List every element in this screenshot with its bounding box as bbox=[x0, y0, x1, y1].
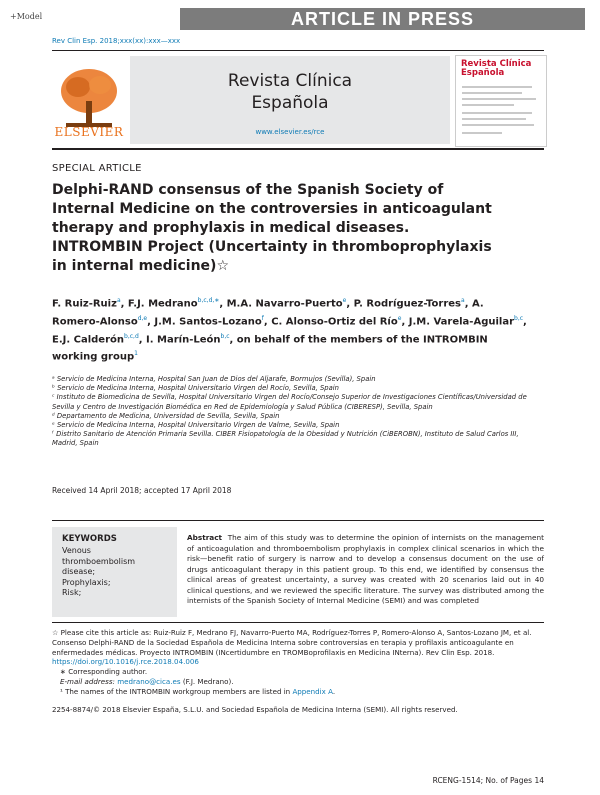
author-affiliation-marker[interactable]: b,c,d bbox=[124, 332, 139, 340]
author-affiliation-marker[interactable]: e bbox=[342, 297, 347, 304]
author-name: J.M. Santos-Lozano bbox=[154, 316, 262, 328]
affiliation-item: ᵈ Departamento de Medicina, Universidad de Sevilla, Sevilla, Spain bbox=[52, 411, 280, 420]
author-separator: , bbox=[147, 316, 155, 328]
keyword-item: Risk; bbox=[62, 588, 82, 597]
author-name: A. Romero-Alonso bbox=[52, 298, 484, 328]
keywords-list bbox=[62, 546, 135, 599]
abstract-text bbox=[187, 533, 544, 607]
page-count-footer: RCENG-1514; No. of Pages 14 bbox=[432, 776, 544, 785]
author-name: P. Rodríguez-Torres bbox=[353, 298, 462, 310]
received-dates: Received 14 April 2018; accepted 17 April 2018 bbox=[52, 486, 232, 495]
author-name: M.A. Navarro-Puerto bbox=[226, 298, 343, 310]
author-affiliation-marker[interactable]: f bbox=[261, 314, 264, 322]
email-link[interactable]: medrano@cica.es bbox=[117, 676, 181, 686]
journal-title: Revista Clínica Española bbox=[227, 71, 353, 113]
publisher-logo-text: ELSEVIER bbox=[54, 125, 124, 139]
keyword-item: Venous bbox=[62, 546, 91, 555]
author-name: E.J. Calderón bbox=[52, 333, 125, 345]
citation-footnote: ☆ Please cite this article as: Ruiz-Ruiz F, Medrano FJ, Navarro-Puerto MA, Rodríguez-Torres P, Romero-Alonso A, Santos-Lozano JM, et al. Consenso Delphi-RAND de la Sociedad Española de Medicina Interna sobre controversias en terapia y profilaxis anticoagulante en enfermedades médicas. Proyecto INTROMBIN (INcertidumbre en TROMBoprofilaxis en Medicina INterna). Rev Clin Esp. 2018. https://doi.org/10.1016/j.rce.2018.04.006 bbox=[52, 628, 532, 667]
author-affiliation-marker[interactable]: d,e bbox=[137, 314, 148, 322]
keyword-item: Prophylaxis; bbox=[62, 577, 111, 587]
author-affiliation-marker[interactable]: a bbox=[116, 297, 121, 304]
article-in-press-banner: ARTICLE IN PRESS bbox=[180, 8, 585, 30]
author-separator: , bbox=[523, 316, 527, 328]
abstract-rule bbox=[52, 520, 544, 521]
model-tag: +Model bbox=[10, 12, 43, 21]
author-separator: , bbox=[346, 298, 354, 310]
cover-title: Revista Clínica Española bbox=[461, 59, 532, 78]
author-separator: , on behalf of the members of the INTROMBIN working group bbox=[52, 333, 488, 363]
abstract-label: Abstract bbox=[187, 533, 223, 542]
author-separator: , bbox=[138, 333, 147, 345]
author-separator: , bbox=[464, 298, 472, 310]
email-note: E-mail address: medrano@cica.es (F.J. Medrano). bbox=[60, 676, 234, 686]
keyword-item: disease; bbox=[62, 567, 96, 576]
author-affiliation-marker[interactable]: a bbox=[461, 297, 465, 304]
affiliation-item: ᶠ Distrito Sanitario de Atención Primaria Sevilla. CIBER Fisiopatología de la Obesidad y Nutrición (CiBEROBN), Instituto de Salud Carlos III, Madrid, Spain bbox=[52, 430, 519, 448]
abstract-body: The aim of this study was to determine the opinion of internists on the management of anticoagulation and thromboembolism prophylaxis in complex clinical scenarios in which the risk—benefit ratio of surgery is narrow and to develop a consensus document on the use of drugs anticoagulant therapy in this patient group. To this end, we identified by consensus the clinical areas of greatest uncertainty, a survey was created with 20 scenarios laid out in 40 clinical questions, and we reviewed the specific literature. The survey was distributed among the internists of the Spanish Society of Internal Medicine (SEMI) and was completed bbox=[187, 533, 545, 605]
affiliation-item: ᵃ Servicio de Medicina Interna, Hospital San Juan de Dios del Aljarafe, Bormujos (Sevilla), Spain bbox=[52, 375, 376, 383]
affiliation-item: ᵇ Servicio de Medicina Interna, Hospital Universitario Virgen del Rocío, Sevilla, Spain bbox=[52, 384, 339, 393]
header-rule bbox=[52, 50, 544, 51]
author-name: I. Marín-León bbox=[146, 333, 221, 345]
author-affiliation-marker[interactable]: b,c,d,∗ bbox=[197, 297, 220, 304]
author-name: F. Ruiz-Ruiz bbox=[52, 298, 117, 310]
journal-url-link[interactable]: www.elsevier.es/rce bbox=[255, 128, 325, 136]
article-section-label: SPECIAL ARTICLE bbox=[52, 163, 142, 174]
article-title: Delphi-RAND consensus of the Spanish Society of Internal Medicine on the controversies in anticoagulant therapy and prophylaxis in medical diseases. INTROMBIN Project (Uncertainty in thromboprophylaxis in internal medicine)☆ bbox=[52, 182, 492, 274]
corresponding-author-note: ∗ Corresponding author. bbox=[60, 667, 148, 677]
copyright-notice: 2254-8874/© 2018 Elsevier España, S.L.U. and Sociedad Española de Medicina Interna (SEMI). All rights reserved. bbox=[52, 705, 458, 714]
appendix-link[interactable]: Appendix A bbox=[292, 686, 333, 696]
author-separator: , bbox=[120, 298, 128, 310]
author-name: C. Alonso-Ortiz del Río bbox=[271, 316, 398, 328]
footnote-rule bbox=[52, 622, 544, 623]
author-affiliation-marker[interactable]: b,c bbox=[514, 314, 524, 322]
affiliation-item: ᶜ Instituto de Biomedicina de Sevilla, Hospital Universitario Virgen del Rocío/Consejo Superior de Investigaciones Científicas/Universidad de Sevilla y Centro de Investigación Biomédica en Red de Epidemiología y Salud Pública (CIBERESP), Sevilla, Spain bbox=[52, 393, 527, 411]
author-affiliation-marker[interactable]: 1 bbox=[134, 350, 138, 358]
author-separator: , bbox=[401, 316, 409, 328]
author-separator: , bbox=[263, 316, 272, 328]
author-list bbox=[52, 294, 532, 365]
keywords-heading: KEYWORDS bbox=[62, 534, 117, 544]
author-affiliation-marker[interactable]: e bbox=[397, 314, 402, 322]
workgroup-note: ¹ The names of the INTROMBIN workgroup members are listed in Appendix A. bbox=[60, 686, 336, 696]
doi-link[interactable]: https://doi.org/10.1016/j.rce.2018.04.006 bbox=[52, 657, 199, 667]
author-name: F.J. Medrano bbox=[127, 298, 198, 310]
affiliation-item: ᵉ Servicio de Medicina Interna, Hospital Universitario Virgen de Valme, Sevilla, Spain bbox=[52, 421, 340, 430]
footnotes bbox=[52, 628, 544, 697]
affiliation-list bbox=[52, 375, 544, 449]
journal-cover-thumbnail bbox=[455, 55, 547, 147]
author-separator: , bbox=[219, 298, 227, 310]
keyword-item: thromboembolism bbox=[62, 556, 136, 566]
author-name: J.M. Varela-Aguilar bbox=[408, 316, 515, 328]
journal-citation[interactable]: Rev Clin Esp. 2018;xxx(xx):xxx—xxx bbox=[52, 37, 181, 45]
masthead-rule bbox=[52, 148, 544, 150]
author-affiliation-marker[interactable]: b,c bbox=[220, 332, 230, 340]
